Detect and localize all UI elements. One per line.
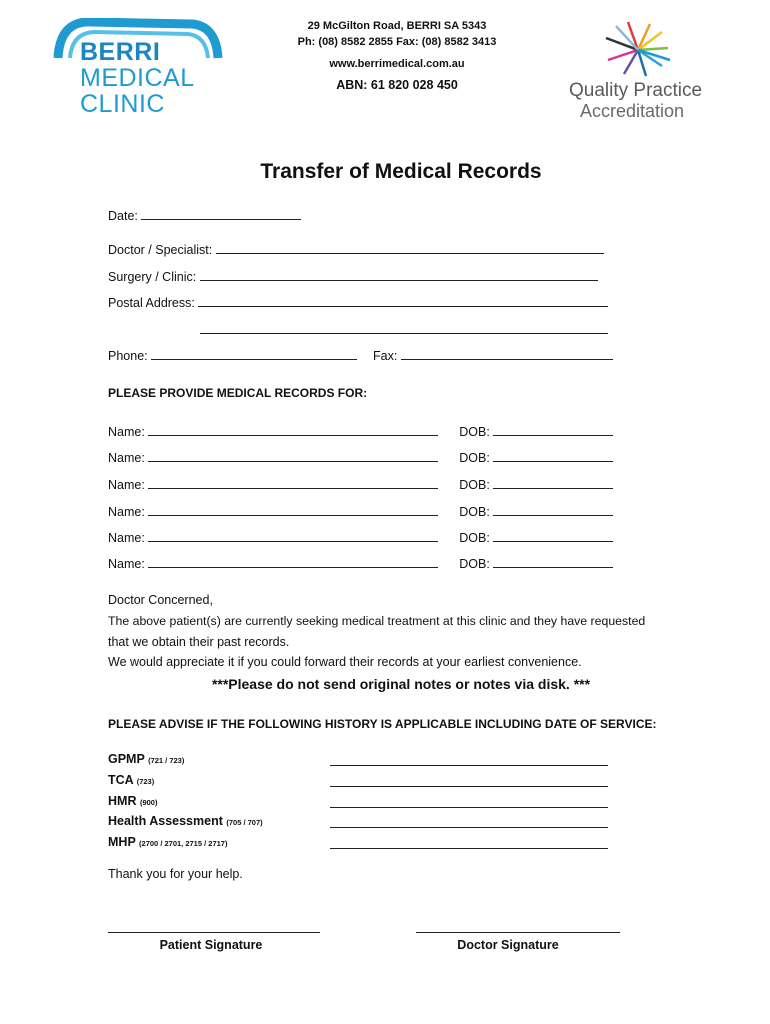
warning-notice: ***Please do not send original notes or notes via disk. *** xyxy=(211,676,591,692)
history-item-health-assessment xyxy=(108,814,263,828)
name-field[interactable] xyxy=(148,422,438,436)
date-label: Date: xyxy=(108,209,138,223)
dob-label: DOB: xyxy=(459,478,490,492)
dob-field[interactable] xyxy=(493,502,613,516)
name-field[interactable] xyxy=(148,475,438,489)
records-heading: PLEASE PROVIDE MEDICAL RECORDS FOR: xyxy=(108,386,368,400)
surgery-label: Surgery / Clinic: xyxy=(108,270,197,284)
history-health-assessment-field[interactable] xyxy=(330,814,608,828)
dob-label: DOB: xyxy=(459,505,490,519)
patient-row-5 xyxy=(108,528,613,545)
logo-line-clinic: CLINIC xyxy=(80,90,165,118)
history-item-tca xyxy=(108,773,154,787)
doctor-signature-label: Doctor Signature xyxy=(457,938,559,952)
history-item-codes: (721 / 723) xyxy=(148,756,185,765)
name-label: Name: xyxy=(108,451,145,465)
clinic-phone-fax: Ph: (08) 8582 2855 Fax: (08) 8582 3413 xyxy=(297,36,497,48)
dob-field[interactable] xyxy=(493,554,613,568)
history-item-name: Health Assessment xyxy=(108,814,223,828)
logo-line-berri: BERRI xyxy=(80,38,161,66)
history-mhp-field[interactable] xyxy=(330,835,608,849)
name-field[interactable] xyxy=(148,528,438,542)
letter-line-3: We would appreciate it if you could forward their records at your earliest convenience. xyxy=(108,655,582,669)
dob-field[interactable] xyxy=(493,528,613,542)
postal-field-line-2[interactable] xyxy=(200,320,608,334)
patient-row-2 xyxy=(108,448,613,465)
phone-label: Phone: xyxy=(108,349,148,363)
patient-row-4 xyxy=(108,502,613,519)
history-item-codes: (705 / 707) xyxy=(226,818,263,827)
clinic-address: 29 McGilton Road, BERRI SA 5343 xyxy=(307,20,487,32)
doctor-label: Doctor / Specialist: xyxy=(108,243,213,257)
clinic-contact-block xyxy=(268,18,526,72)
dob-label: DOB: xyxy=(459,425,490,439)
name-label: Name: xyxy=(108,531,145,545)
phone-field[interactable] xyxy=(151,346,357,360)
surgery-row xyxy=(108,267,598,284)
history-item-codes: (723) xyxy=(136,777,155,786)
fax-row xyxy=(373,346,613,363)
name-label: Name: xyxy=(108,425,145,439)
name-label: Name: xyxy=(108,557,145,571)
dob-label: DOB: xyxy=(459,557,490,571)
name-label: Name: xyxy=(108,478,145,492)
postal-field[interactable] xyxy=(198,293,608,307)
patient-signature-label: Patient Signature xyxy=(159,938,263,952)
postal-label: Postal Address: xyxy=(108,296,195,310)
letter-line-2: that we obtain their past records. xyxy=(108,635,290,649)
form-title: Transfer of Medical Records xyxy=(260,160,542,183)
dob-label: DOB: xyxy=(459,531,490,545)
history-item-name: MHP xyxy=(108,835,136,849)
name-label: Name: xyxy=(108,505,145,519)
patient-signature-line[interactable] xyxy=(108,932,320,933)
dob-field[interactable] xyxy=(493,475,613,489)
clinic-logo xyxy=(52,18,224,118)
logo-line-medical: MEDICAL xyxy=(80,64,195,92)
history-heading: PLEASE ADVISE IF THE FOLLOWING HISTORY IS APPLICABLE INCLUDING DATE OF SERVICE: xyxy=(108,717,657,731)
patient-row-1 xyxy=(108,422,613,439)
history-item-codes: (2700 / 2701, 2715 / 2717) xyxy=(139,839,228,848)
history-item-gpmp xyxy=(108,752,184,766)
accreditation-line-1: Quality Practice xyxy=(569,80,703,101)
history-item-name: HMR xyxy=(108,794,137,808)
patient-row-6 xyxy=(108,554,613,571)
doctor-row xyxy=(108,240,604,257)
history-item-name: TCA xyxy=(108,773,134,787)
name-field[interactable] xyxy=(148,448,438,462)
history-item-codes: (900) xyxy=(139,798,158,807)
postal-row xyxy=(108,293,608,310)
starburst-icon xyxy=(566,20,716,80)
doctor-field[interactable] xyxy=(216,240,604,254)
fax-field[interactable] xyxy=(401,346,613,360)
fax-label: Fax: xyxy=(373,349,398,363)
accreditation-logo xyxy=(566,20,716,130)
letter-salutation: Doctor Concerned, xyxy=(108,593,213,607)
history-item-mhp xyxy=(108,835,227,849)
letter-line-1: The above patient(s) are currently seeking medical treatment at this clinic and they have requested xyxy=(108,614,646,628)
history-item-hmr xyxy=(108,794,157,808)
name-field[interactable] xyxy=(148,502,438,516)
history-tca-field[interactable] xyxy=(330,773,608,787)
clinic-abn: ABN: 61 820 028 450 xyxy=(336,78,458,92)
history-hmr-field[interactable] xyxy=(330,794,608,808)
history-gpmp-field[interactable] xyxy=(330,752,608,766)
phone-row xyxy=(108,346,357,363)
dob-field[interactable] xyxy=(493,422,613,436)
surgery-field[interactable] xyxy=(200,267,598,281)
dob-field[interactable] xyxy=(493,448,613,462)
dob-label: DOB: xyxy=(459,451,490,465)
doctor-signature-line[interactable] xyxy=(416,932,620,933)
accreditation-line-2: Accreditation xyxy=(580,101,685,121)
date-field[interactable] xyxy=(141,206,301,220)
date-row xyxy=(108,206,301,223)
history-item-name: GPMP xyxy=(108,752,145,766)
patient-row-3 xyxy=(108,475,613,492)
clinic-website[interactable]: www.berrimedical.com.au xyxy=(329,58,465,70)
thanks-text: Thank you for your help. xyxy=(108,867,243,881)
name-field[interactable] xyxy=(148,554,438,568)
